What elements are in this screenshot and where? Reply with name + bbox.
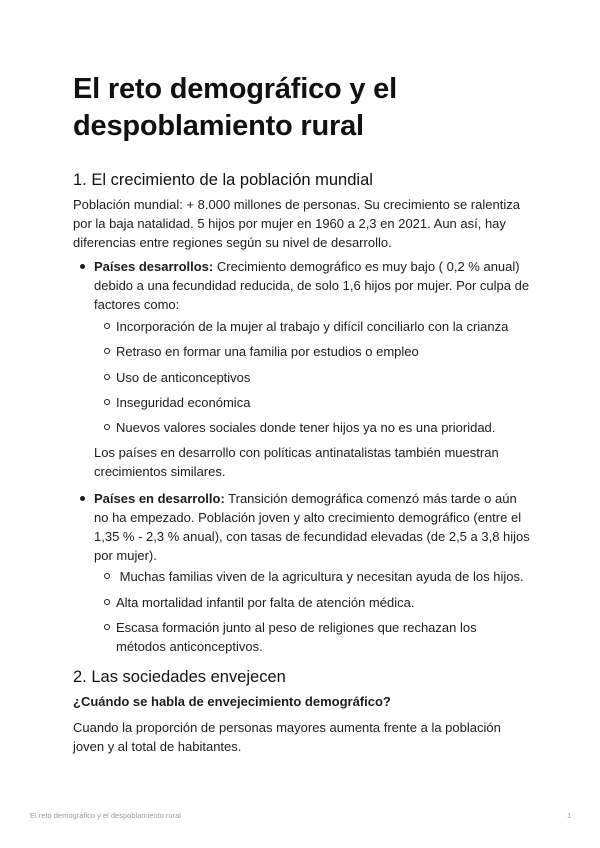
developed-continuation: Los países en desarrollo con políticas antinatalistas también muestran crecimientos similares. xyxy=(94,445,499,479)
list-item xyxy=(102,567,532,586)
circle-bullet-icon xyxy=(104,573,110,579)
list-item-text: Nuevos valores sociales donde tener hijos ya no es una prioridad. xyxy=(116,420,496,435)
bullet-text xyxy=(94,257,531,314)
bullet-label: Países en desarrollo: xyxy=(94,491,225,506)
section2-question: ¿Cuándo se habla de envejecimiento demográfico? xyxy=(73,694,391,709)
section1-intro: Población mundial: + 8.000 millones de personas. Su crecimiento se ralentiza por la baja natalidad. 5 hijos por mujer en 1960 a 2,3 en 2021. Aun así, hay diferencias entre regiones según su nivel de desarrollo. xyxy=(73,197,520,250)
bullet-developing xyxy=(73,489,533,565)
list-item xyxy=(102,393,532,412)
list-item xyxy=(102,342,532,361)
bullet-body: Crecimiento demográfico es muy bajo ( 0,2 % anual) debido a una fecundidad reducida, de solo 1,6 hijos por mujer. Por culpa de factores como: xyxy=(94,259,530,312)
list-item xyxy=(102,593,532,612)
bullet-body: Transición demográfica comenzó más tarde o aún no ha empezado. Población joven y alto crecimiento demográfico (entre el 1,35 % - 2,3 % anual), con tasas de fecundidad elevadas (de 2,5 a 3,8 hijos por mujer). xyxy=(94,491,530,563)
page-number: 1 xyxy=(567,811,572,820)
bullet-developed xyxy=(73,257,533,314)
list-item xyxy=(102,368,532,387)
circle-bullet-icon xyxy=(104,424,110,430)
section2-answer: Cuando la proporción de personas mayores aumenta frente a la población joven y al total de habitantes. xyxy=(73,720,501,754)
list-item-text: Incorporación de la mujer al trabajo y difícil conciliarlo con la crianza xyxy=(116,319,509,334)
list-item-text: Escasa formación junto al peso de religiones que rechazan los métodos anticonceptivos. xyxy=(116,620,477,654)
list-item-text: Muchas familias viven de la agricultura y necesitan ayuda de los hijos. xyxy=(116,569,524,584)
list-item-text: Uso de anticonceptivos xyxy=(116,370,251,385)
list-item xyxy=(102,618,532,656)
list-item-text: Alta mortalidad infantil por falta de atención médica. xyxy=(116,595,415,610)
section-heading-2: 2. Las sociedades envejecen xyxy=(73,668,286,686)
circle-bullet-icon xyxy=(104,323,110,329)
list-item-text: Inseguridad económica xyxy=(116,395,251,410)
circle-bullet-icon xyxy=(104,348,110,354)
bullet-label: Países desarrollos: xyxy=(94,259,214,274)
list-item xyxy=(102,418,532,437)
circle-bullet-icon xyxy=(104,599,110,605)
list-item-text: Retraso en formar una familia por estudios o empleo xyxy=(116,344,419,359)
circle-bullet-icon xyxy=(104,624,110,630)
circle-bullet-icon xyxy=(104,374,110,380)
bullet-text xyxy=(94,489,531,565)
section-heading-1: 1. El crecimiento de la población mundial xyxy=(73,171,373,189)
page-title: El reto demográfico y el despoblamiento rural xyxy=(73,73,397,142)
footer-title: El reto demográfico y el despoblamiento rural xyxy=(30,811,181,820)
bullet-dot-icon xyxy=(80,264,85,269)
list-item xyxy=(102,317,532,336)
circle-bullet-icon xyxy=(104,399,110,405)
bullet-dot-icon xyxy=(80,496,85,501)
